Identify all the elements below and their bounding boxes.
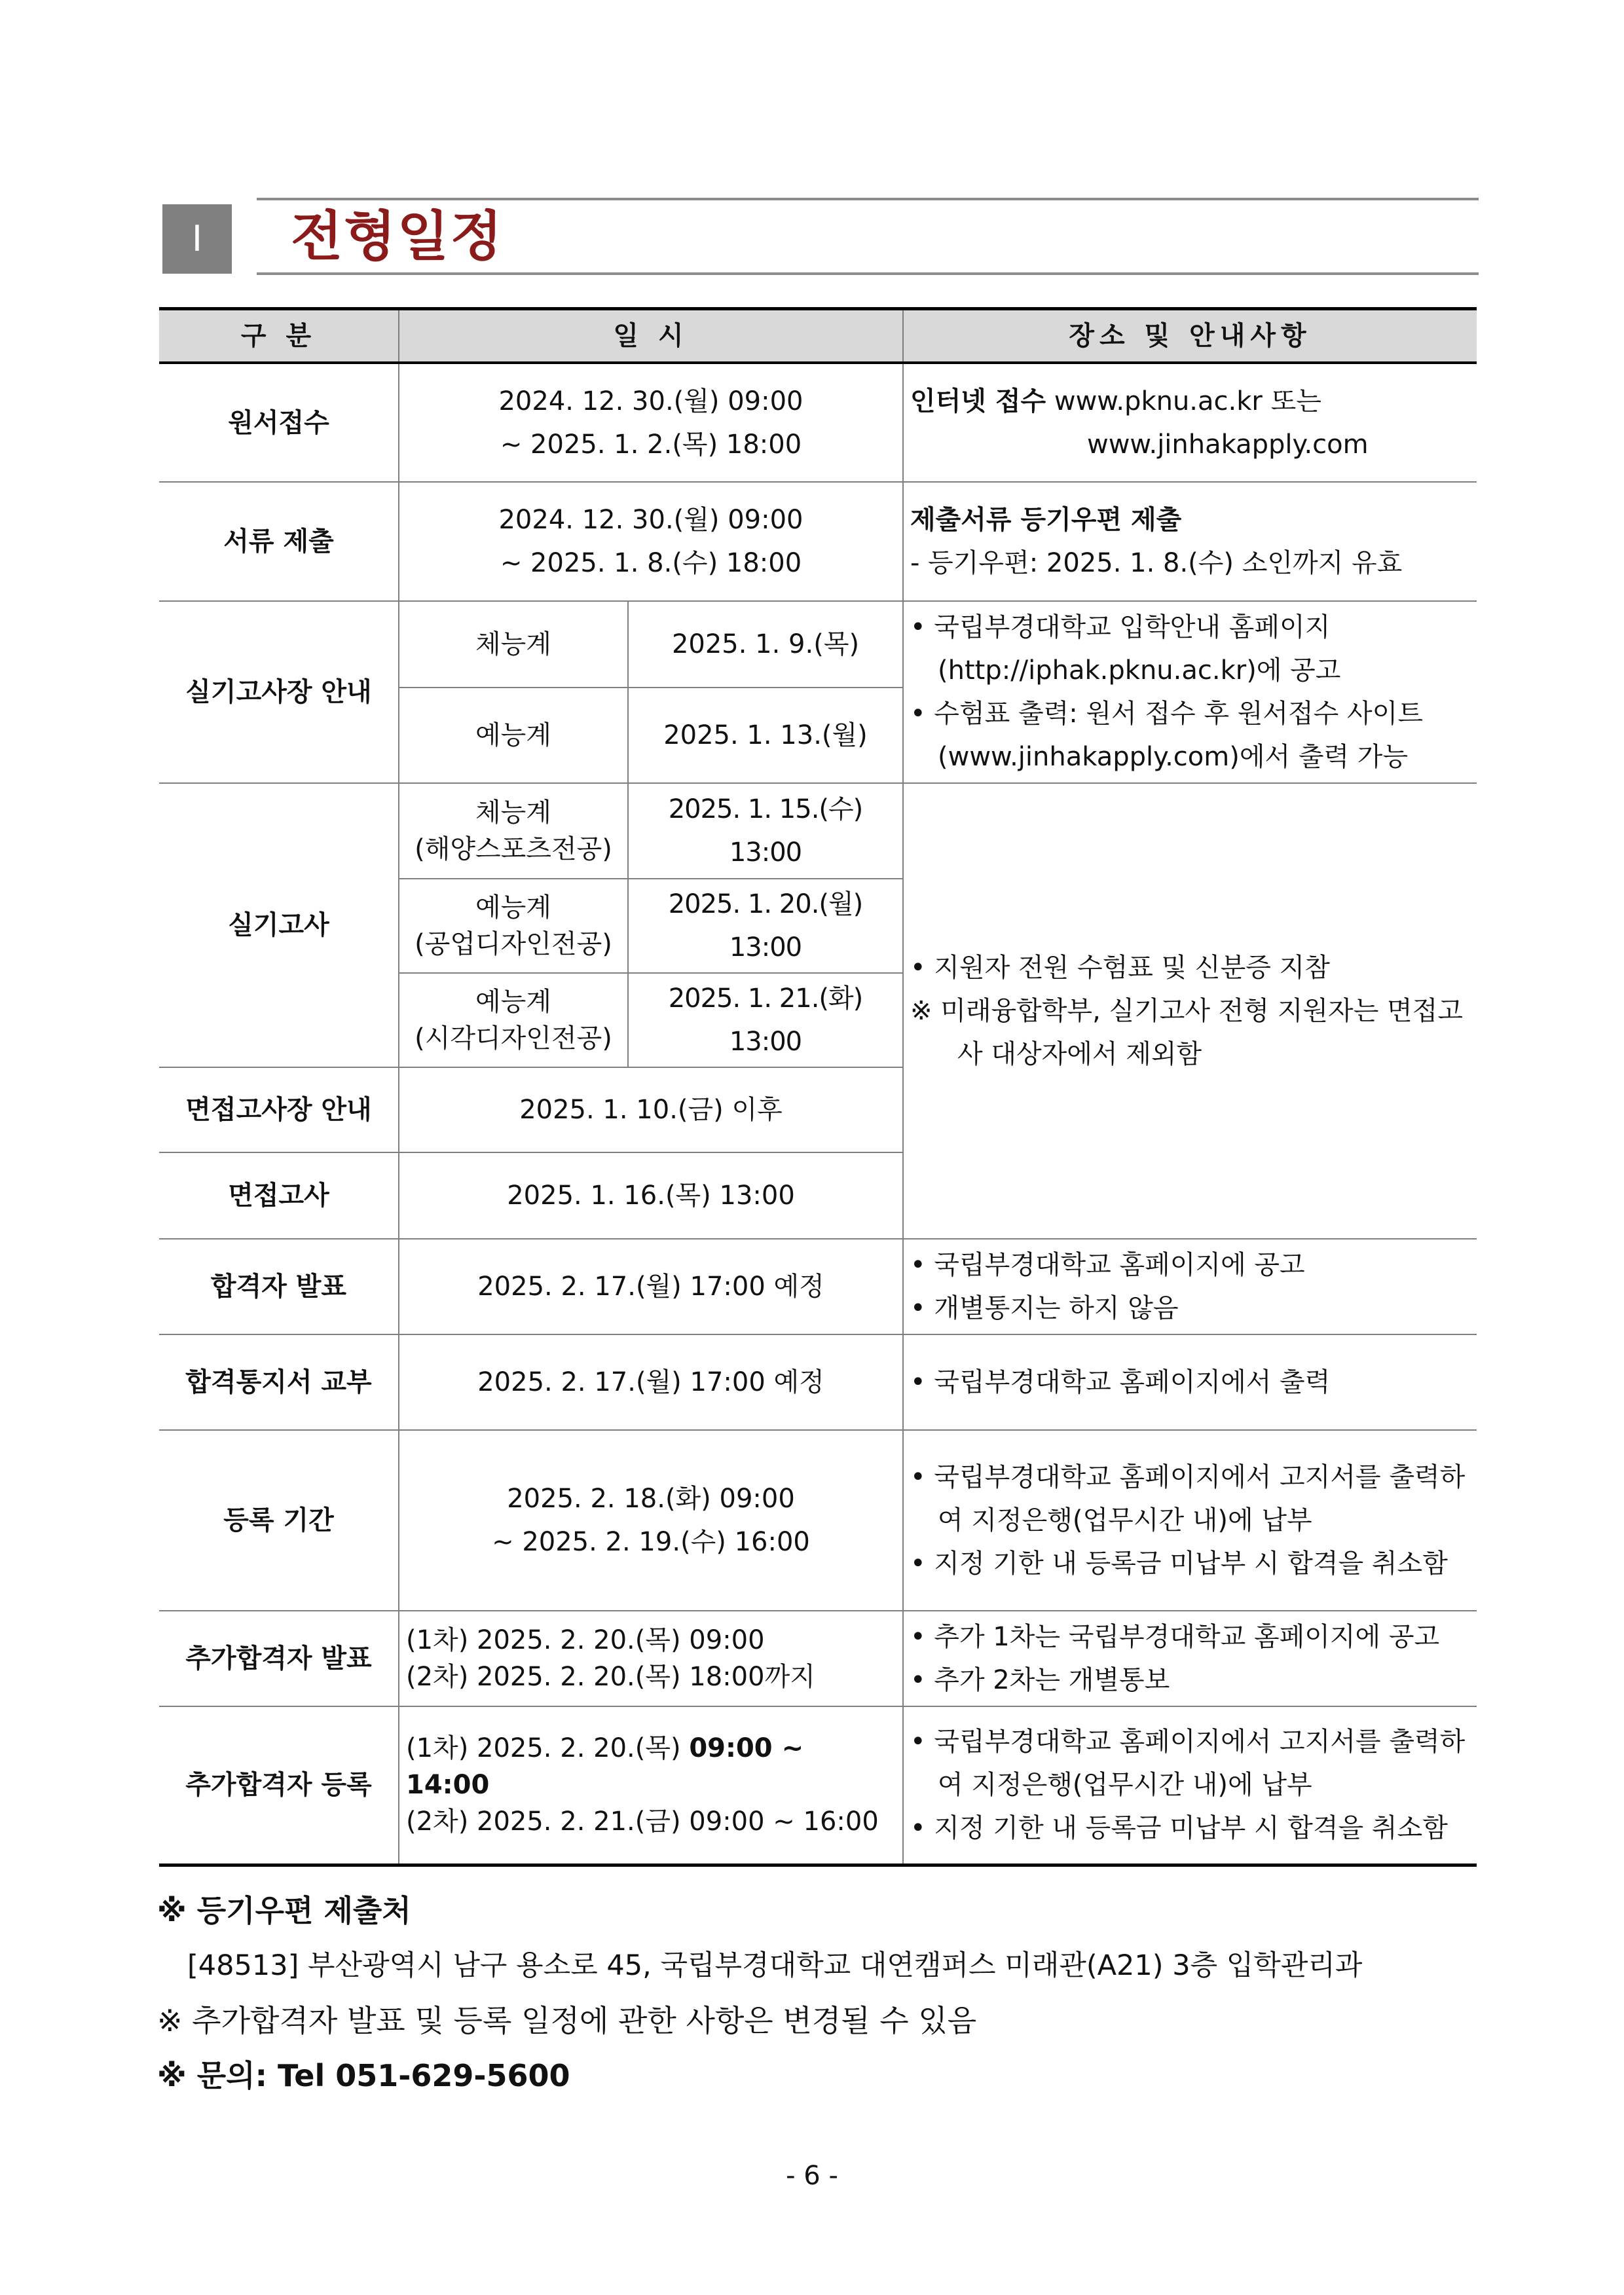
track-cell: 체능계 (해양스포츠전공) — [399, 783, 628, 879]
header-info: 장소 및 안내사항 — [903, 309, 1477, 363]
date-cell: 2025. 1. 13.(월) — [628, 688, 903, 783]
table-row — [159, 1430, 1477, 1611]
page-number: - 6 - — [786, 2161, 838, 2191]
date-cell: 2025. 1. 21.(화) 13:00 — [628, 973, 903, 1067]
shared-info-cell: • 지원자 전원 수험표 및 신분증 지참 ※ 미래융합학부, 실기고사 전형 지원자는 면접고사 대상자에서 제외함 — [903, 783, 1477, 1239]
date-cell: 2025. 1. 15.(수) 13:00 — [628, 783, 903, 879]
table-row — [159, 783, 1477, 879]
table-row — [159, 1706, 1477, 1865]
date-cell: 2025. 1. 10.(금) 이후 — [399, 1067, 903, 1152]
track-cell: 체능계 — [399, 601, 628, 688]
row-label: 추가합격자 발표 — [159, 1611, 399, 1706]
table-row — [159, 482, 1477, 601]
row-label: 원서접수 — [159, 363, 399, 482]
contact: ※ 문의: Tel 051-629-5600 — [157, 2058, 570, 2093]
table-row — [159, 1239, 1477, 1334]
row-label: 서류 제출 — [159, 482, 399, 601]
section-rule-top — [257, 198, 1479, 200]
row-label: 합격자 발표 — [159, 1239, 399, 1334]
schedule-table — [159, 307, 1477, 1867]
table-row — [159, 1611, 1477, 1706]
notes — [157, 1883, 1486, 2103]
date-cell: 2025. 2. 18.(화) 09:00 ~ 2025. 2. 19.(수) 16:00 — [399, 1430, 903, 1611]
header-datetime: 일 시 — [399, 309, 903, 363]
date-cell: 2025. 2. 17.(월) 17:00 예정 — [399, 1334, 903, 1430]
table-row — [159, 601, 1477, 688]
row-label: 면접고사장 안내 — [159, 1067, 399, 1152]
row-label: 합격통지서 교부 — [159, 1334, 399, 1430]
row-label: 실기고사장 안내 — [159, 601, 399, 783]
track-cell: 예능계 (공업디자인전공) — [399, 879, 628, 973]
section-header — [162, 198, 1479, 276]
date-cell: (1차) 2025. 2. 20.(목) 09:00 ~ 14:00 (2차) 2025. 2. 21.(금) 09:00 ~ 16:00 — [399, 1706, 903, 1865]
date-cell: 2025. 1. 9.(목) — [628, 601, 903, 688]
info-cell: • 국립부경대학교 홈페이지에 공고 • 개별통지는 하지 않음 — [903, 1239, 1477, 1334]
info-cell: • 국립부경대학교 홈페이지에서 고지서를 출력하여 지정은행(업무시간 내)에 납부 • 지정 기한 내 등록금 미납부 시 합격을 취소함 — [903, 1430, 1477, 1611]
date-cell: 2025. 2. 17.(월) 17:00 예정 — [399, 1239, 903, 1334]
date-cell: 2024. 12. 30.(월) 09:00 ~ 2025. 1. 8.(수) 18:00 — [399, 482, 903, 601]
info-cell: • 추가 1차는 국립부경대학교 홈페이지에 공고 • 추가 2차는 개별통보 — [903, 1611, 1477, 1706]
row-label: 추가합격자 등록 — [159, 1706, 399, 1865]
row-label: 실기고사 — [159, 783, 399, 1067]
date-cell: (1차) 2025. 2. 20.(목) 09:00 (2차) 2025. 2. 20.(목) 18:00까지 — [399, 1611, 903, 1706]
section-number: Ⅰ — [162, 204, 232, 274]
row-label: 등록 기간 — [159, 1430, 399, 1611]
date-cell: 2025. 1. 16.(목) 13:00 — [399, 1152, 903, 1239]
info-cell: • 국립부경대학교 홈페이지에서 출력 — [903, 1334, 1477, 1430]
section-title: 전형일정 — [291, 206, 504, 268]
change-notice: ※ 추가합격자 발표 및 등록 일정에 관한 사항은 변경될 수 있음 — [157, 2003, 977, 2038]
table-row — [159, 1334, 1477, 1430]
table-row — [159, 363, 1477, 482]
info-cell: • 국립부경대학교 홈페이지에서 고지서를 출력하여 지정은행(업무시간 내)에 납부 • 지정 기한 내 등록금 미납부 시 합격을 취소함 — [903, 1706, 1477, 1865]
table-header-row — [159, 309, 1477, 363]
info-cell: 인터넷 접수 www.pknu.ac.kr 또는 www.jinhakapply.com — [903, 363, 1477, 482]
mail-title: ※ 등기우편 제출처 — [157, 1893, 411, 1928]
mail-address: [48513] 부산광역시 남구 용소로 45, 국립부경대학교 대연캠퍼스 미래관(A21) 3층 입학관리과 — [187, 1949, 1363, 1982]
info-cell: 제출서류 등기우편 제출 - 등기우편: 2025. 1. 8.(수) 소인까지 유효 — [903, 482, 1477, 601]
date-cell: 2025. 1. 20.(월) 13:00 — [628, 879, 903, 973]
track-cell: 예능계 (시각디자인전공) — [399, 973, 628, 1067]
section-rule-bottom — [257, 272, 1479, 275]
header-category: 구 분 — [159, 309, 399, 363]
row-label: 면접고사 — [159, 1152, 399, 1239]
info-cell: • 국립부경대학교 입학안내 홈페이지 (http://iphak.pknu.ac.kr)에 공고 • 수험표 출력: 원서 접수 후 원서접수 사이트 (www.jinhakapply.com)에서 출력 가능 — [903, 601, 1477, 783]
track-cell: 예능계 — [399, 688, 628, 783]
date-cell: 2024. 12. 30.(월) 09:00 ~ 2025. 1. 2.(목) 18:00 — [399, 363, 903, 482]
